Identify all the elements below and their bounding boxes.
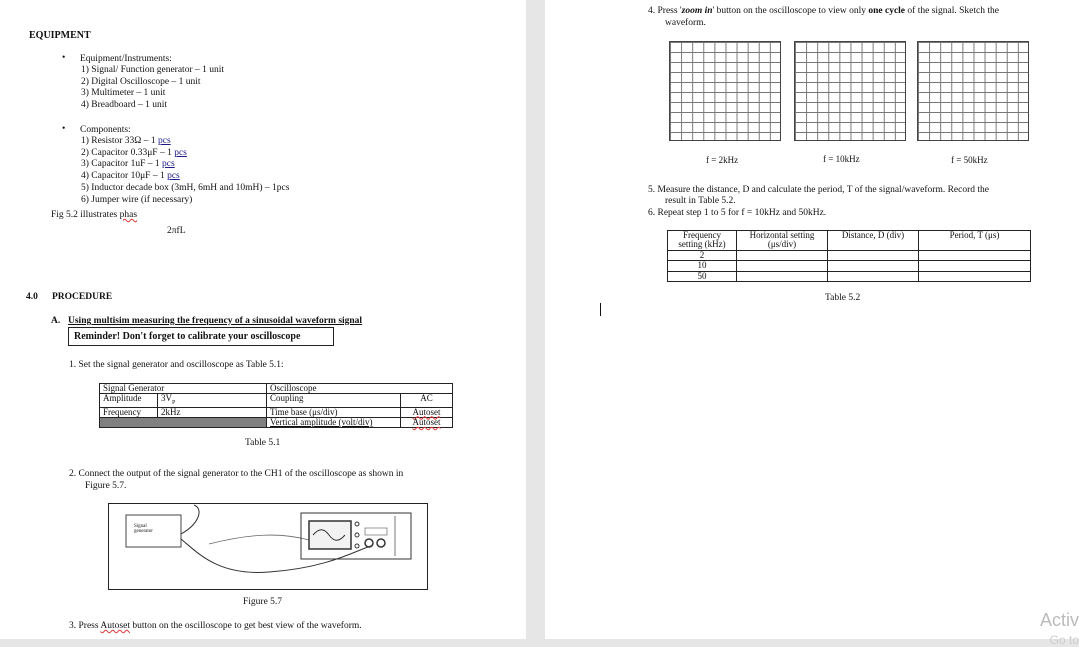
step-4-line-1 bbox=[648, 6, 999, 17]
fig-text bbox=[51, 210, 137, 221]
grid-label-10khz: f = 10kHz bbox=[823, 154, 860, 164]
step-4-line-2: waveform. bbox=[665, 18, 706, 28]
table-cell: 50 bbox=[668, 271, 737, 281]
step-2-line-2: Figure 5.7. bbox=[85, 481, 127, 491]
table-cell: Vertical amplitude (volt/div) bbox=[267, 417, 401, 427]
component-unit: pcs bbox=[158, 136, 171, 146]
component-text: 6) Jumper wire (if necessary) bbox=[81, 194, 193, 205]
table-5-2-header-frequency: Frequency setting (kHz) bbox=[668, 231, 737, 251]
sketch-grid-50khz bbox=[917, 41, 1029, 141]
figure-5-7-caption: Figure 5.7 bbox=[243, 597, 283, 607]
table-cell: Frequency bbox=[100, 407, 158, 417]
activation-watermark: Activ bbox=[1039, 610, 1079, 630]
knob bbox=[355, 522, 359, 526]
knob bbox=[355, 533, 359, 537]
reminder-box: Reminder! Don't forget to calibrate your oscilloscope bbox=[68, 327, 334, 346]
table-5-2 bbox=[667, 230, 1031, 282]
table-cell: Time base (μs/div) bbox=[267, 407, 401, 417]
step-3-suffix: button on the oscilloscope to get best view of the waveform. bbox=[129, 621, 362, 631]
table-row bbox=[668, 250, 1031, 260]
table-cell: $3V_P$ bbox=[158, 394, 267, 407]
component-text: 3) Capacitor 1uF – 1 bbox=[81, 159, 163, 170]
component-item bbox=[81, 159, 175, 170]
component-item bbox=[81, 171, 180, 182]
table-5-1-osc-header: Oscilloscope bbox=[267, 384, 453, 394]
component-item bbox=[81, 136, 171, 147]
table-cell: 2 bbox=[668, 250, 737, 260]
knob bbox=[355, 544, 359, 548]
table-cell: 10 bbox=[668, 261, 737, 271]
table-cell[interactable] bbox=[828, 261, 919, 271]
table-5-2-header-horizontal: Horizontal setting (μs/div) bbox=[737, 231, 828, 251]
s4-zoom: zoom in bbox=[681, 6, 713, 16]
table-cell[interactable] bbox=[737, 261, 828, 271]
step-3-word: Autoset bbox=[100, 621, 130, 631]
activation-watermark-sub: Go to bbox=[1049, 633, 1079, 647]
components-label: Components: bbox=[80, 125, 131, 135]
components-bullet: • bbox=[62, 124, 66, 134]
equipment-item: 3) Multimeter – 1 unit bbox=[81, 88, 166, 99]
table-cell: Amplitude bbox=[100, 394, 158, 407]
figure-5-7 bbox=[108, 503, 428, 590]
formula bbox=[167, 226, 186, 237]
step-3-prefix: 3. Press bbox=[69, 621, 101, 631]
table-5-1-caption: Table 5.1 bbox=[245, 438, 281, 448]
sg-label-line-2: generator bbox=[134, 529, 153, 534]
component-text: 1) Resistor 33Ω – 1 bbox=[81, 136, 158, 146]
table-cell: Coupling bbox=[267, 394, 401, 407]
table-row bbox=[668, 261, 1031, 271]
channel-labels bbox=[365, 528, 387, 535]
equipment-label: Equipment/Instruments: bbox=[80, 54, 172, 64]
table-cell-shaded bbox=[100, 417, 267, 427]
component-item bbox=[81, 148, 187, 159]
table-cell[interactable] bbox=[919, 271, 1031, 281]
table-cell[interactable] bbox=[828, 271, 919, 281]
signal-generator-label bbox=[134, 524, 153, 534]
s4-bold: one cycle bbox=[868, 6, 906, 16]
table-cell[interactable] bbox=[919, 250, 1031, 260]
equipment-item: 1) Signal/ Function generator – 1 unit bbox=[81, 65, 225, 75]
figure-5-7-drawing bbox=[109, 504, 427, 589]
step-1: 1. Set the signal generator and oscilloscope as Table 5.1: bbox=[69, 360, 284, 370]
table-5-2-header-distance: Distance, D (div) bbox=[828, 231, 919, 251]
table-cell: Autoset bbox=[401, 407, 453, 417]
sketch-grid-10khz bbox=[794, 41, 906, 141]
s4-b: ' button on the oscilloscope to view only bbox=[712, 6, 869, 16]
ch1-connector bbox=[365, 539, 373, 547]
table-cell[interactable] bbox=[828, 250, 919, 260]
component-item bbox=[81, 183, 289, 194]
table-cell[interactable] bbox=[919, 261, 1031, 271]
s4-c: of the signal. Sketch the bbox=[905, 6, 999, 16]
formula-text: 2πfL bbox=[167, 226, 186, 236]
equipment-heading: EQUIPMENT bbox=[29, 30, 91, 41]
component-text: 5) Inductor decade box (3mH, 6mH and 10mH) – 1pcs bbox=[81, 182, 290, 193]
grid-label-50khz: f = 50kHz bbox=[951, 155, 988, 165]
equipment-item: 2) Digital Oscilloscope – 1 unit bbox=[81, 76, 201, 87]
sg-label-line-1: Signal bbox=[134, 524, 147, 529]
table-row bbox=[668, 271, 1031, 281]
table-row bbox=[100, 417, 453, 427]
wire-top bbox=[181, 505, 199, 534]
table-cell[interactable] bbox=[737, 271, 828, 281]
component-unit: pcs bbox=[167, 171, 180, 182]
step-6: 6. Repeat step 1 to 5 for f = 10kHz and 50kHz. bbox=[648, 208, 827, 218]
text-cursor[interactable] bbox=[600, 303, 601, 316]
component-unit: pcs bbox=[174, 147, 187, 158]
wire-probe bbox=[209, 535, 309, 544]
step-3 bbox=[69, 621, 362, 632]
section-a-label: A. bbox=[51, 316, 61, 326]
table-row bbox=[100, 394, 453, 407]
table-cell: Autoset bbox=[401, 417, 453, 427]
ch2-connector bbox=[377, 539, 385, 547]
component-item bbox=[81, 195, 192, 206]
table-row bbox=[100, 407, 453, 417]
table-5-1-sg-header: Signal Generator bbox=[100, 384, 267, 394]
fig-text-word: phas bbox=[119, 210, 138, 220]
equipment-item: 4) Breadboard – 1 unit bbox=[81, 100, 168, 111]
table-5-2-caption: Table 5.2 bbox=[825, 293, 861, 303]
step-2-line-1: 2. Connect the output of the signal generator to the CH1 of the oscilloscope as shown in bbox=[69, 469, 404, 479]
section-a-title: Using multisim measuring the frequency of a sinusoidal waveform signal bbox=[68, 316, 363, 326]
procedure-number: 4.0 bbox=[26, 292, 38, 302]
table-5-2-header-period: Period, T (μs) bbox=[919, 231, 1031, 251]
component-text: 2) Capacitor 0.33μF – 1 bbox=[81, 147, 175, 158]
grid-label-2khz: f = 2kHz bbox=[706, 155, 739, 165]
table-cell[interactable] bbox=[737, 250, 828, 260]
component-unit: pcs bbox=[162, 159, 175, 170]
equipment-bullet: • bbox=[62, 53, 66, 63]
step-5-line-2: result in Table 5.2. bbox=[665, 196, 736, 206]
table-cell: AC bbox=[401, 394, 453, 407]
component-text: 4) Capacitor 10μF – 1 bbox=[81, 171, 168, 182]
sketch-grid-2khz bbox=[669, 41, 781, 141]
step-5-line-1: 5. Measure the distance, D and calculate the period, T of the signal/waveform. Record the bbox=[648, 185, 990, 195]
s4-a: 4. Press ' bbox=[648, 6, 682, 16]
table-5-1 bbox=[99, 383, 453, 428]
document-page-left bbox=[0, 0, 526, 639]
table-cell: 2kHz bbox=[158, 407, 267, 417]
document-page-right bbox=[545, 0, 1079, 647]
fig-text-prefix: Fig 5.2 illustrates bbox=[51, 210, 120, 220]
procedure-heading: PROCEDURE bbox=[52, 292, 113, 302]
